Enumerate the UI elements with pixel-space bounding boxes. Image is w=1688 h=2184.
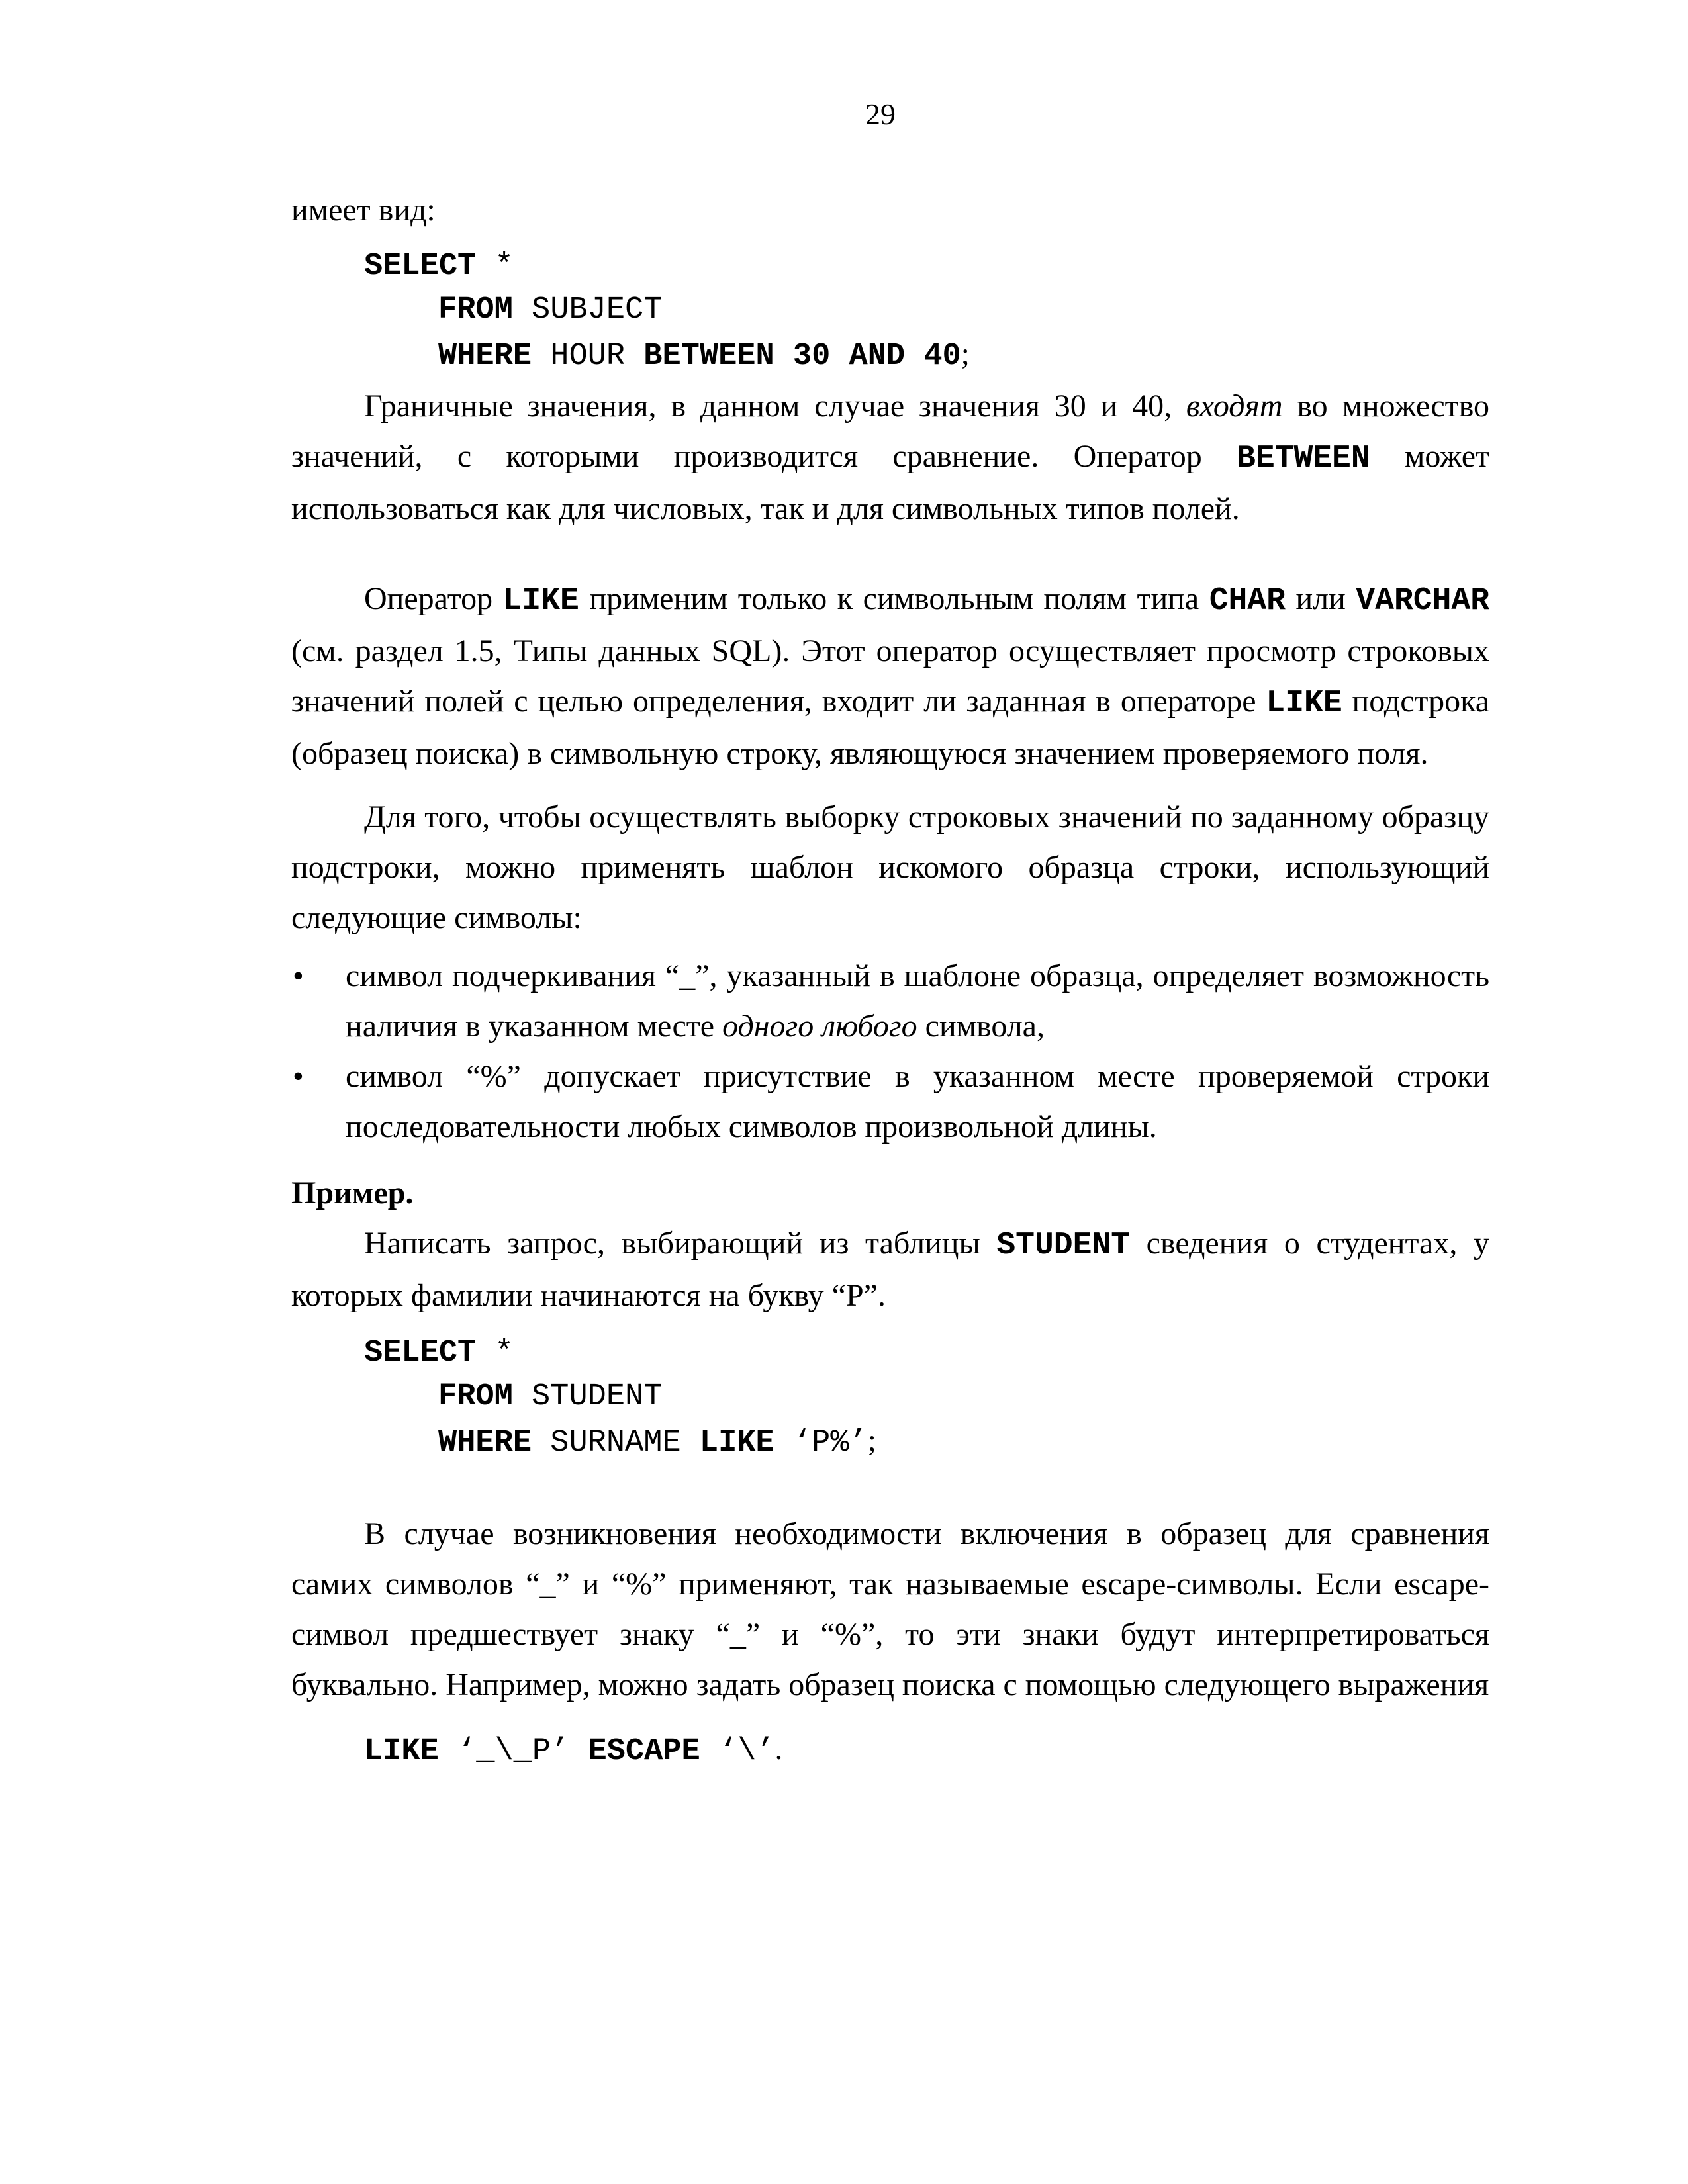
text: символа, [917,1009,1045,1044]
text: Написать запрос, выбирающий из таблицы [364,1226,997,1261]
bullet-icon: • [293,958,304,993]
code-line [364,1727,1489,1774]
code-text: ‘Р%’ [774,1426,868,1461]
code-text: HOUR [532,339,644,374]
keyword: STUDENT [996,1228,1131,1263]
code-text: * [476,249,514,284]
keyword: WHERE [438,1426,532,1461]
code-line [364,245,1489,289]
emphasis-text: одного любого [722,1009,917,1044]
code-line [438,289,1489,332]
keyword: ESCAPE [588,1734,700,1769]
keyword: WHERE [438,339,532,374]
keyword: SELECT [364,1336,477,1371]
code-text: SURNAME [532,1426,700,1461]
keyword: VARCHAR [1356,583,1489,619]
code-line [438,1375,1489,1419]
paragraph-like [291,574,1489,779]
keyword: LIKE [699,1426,774,1461]
code-block-like [364,1332,1489,1465]
list-item [291,951,1489,1052]
bullet-list [291,951,1489,1152]
keyword: FROM [438,1379,513,1414]
paragraph-escape: В случае возникновения необходимости включения в образец для сравнения самих символов “_” и “%” применяют, так называемые escape-символы. Если escape-символ предшествует знаку “_” и “%”, то эти знаки будут интерпретироваться буквально. Например, можно задать образец поиска с помощью следующего выражения [291,1516,1489,1702]
text: Оператор [364,581,503,616]
code-text: ‘\’ [700,1734,775,1769]
bullet-icon: • [293,1059,304,1094]
keyword: FROM [438,293,513,328]
paragraph-pattern: Для того, чтобы осуществлять выборку строковых значений по заданному образцу подстроки, можно применять шаблон искомого образца строки, использующий следующие символы: [291,799,1489,935]
text: или [1285,581,1356,616]
code-block-between [364,245,1489,379]
code-line [438,332,1489,379]
code-text: * [476,1336,514,1371]
text: сведения о студентах, у которых фамилии начинаются на букву “Р”. [291,1226,1489,1313]
keyword: LIKE [502,583,579,619]
text: во множество значений, с которыми производится сравнение. Оператор [291,388,1489,474]
code-line [364,1332,1489,1375]
paragraph-example [291,1218,1489,1321]
page-content [291,185,1489,1774]
code-text: SUBJECT [512,293,663,328]
code-text: STUDENT [512,1379,663,1414]
keyword: SELECT [364,249,477,284]
text: применим только к символьным полям типа [579,581,1209,616]
keyword: LIKE [1266,686,1342,721]
list-item [291,1052,1489,1152]
text: символ “%” допускает присутствие в указанном месте проверяемой строки последовательности любых символов произвольной длины. [346,1059,1489,1144]
text: символ подчеркивания “_”, указанный в шаблоне образца, определяет возможность наличия в указанном месте [346,958,1489,1044]
page-number: 29 [865,97,896,131]
keyword: BETWEEN 30 AND 40 [643,339,961,374]
code-text: . [774,1732,783,1766]
code-text: ; [867,1424,876,1458]
keyword: LIKE [364,1734,439,1769]
intro-line: имеет вид: [291,193,436,228]
code-text: ‘_\_P’ [438,1734,588,1769]
text: подстрока (образец поиска) в символьную строку, являющуюся значением проверяемого поля. [291,684,1489,771]
keyword: BETWEEN [1237,441,1370,477]
code-line [438,1419,1489,1465]
code-line-escape [364,1727,1489,1774]
text: (см. раздел 1.5, Типы данных SQL). Этот оператор осуществляет просмотр строковых значений полей с целью определения, входит ли заданная в операторе [291,633,1489,719]
code-text: ; [961,337,970,371]
text: может использоваться как для числовых, так и для символьных типов полей. [291,439,1489,526]
paragraph-between [291,381,1489,534]
text: Граничные значения, в данном случае значения 30 и 40, [364,388,1186,424]
keyword: CHAR [1209,583,1286,619]
emphasis-text: входят [1186,388,1283,424]
example-heading: Пример. [291,1175,414,1210]
